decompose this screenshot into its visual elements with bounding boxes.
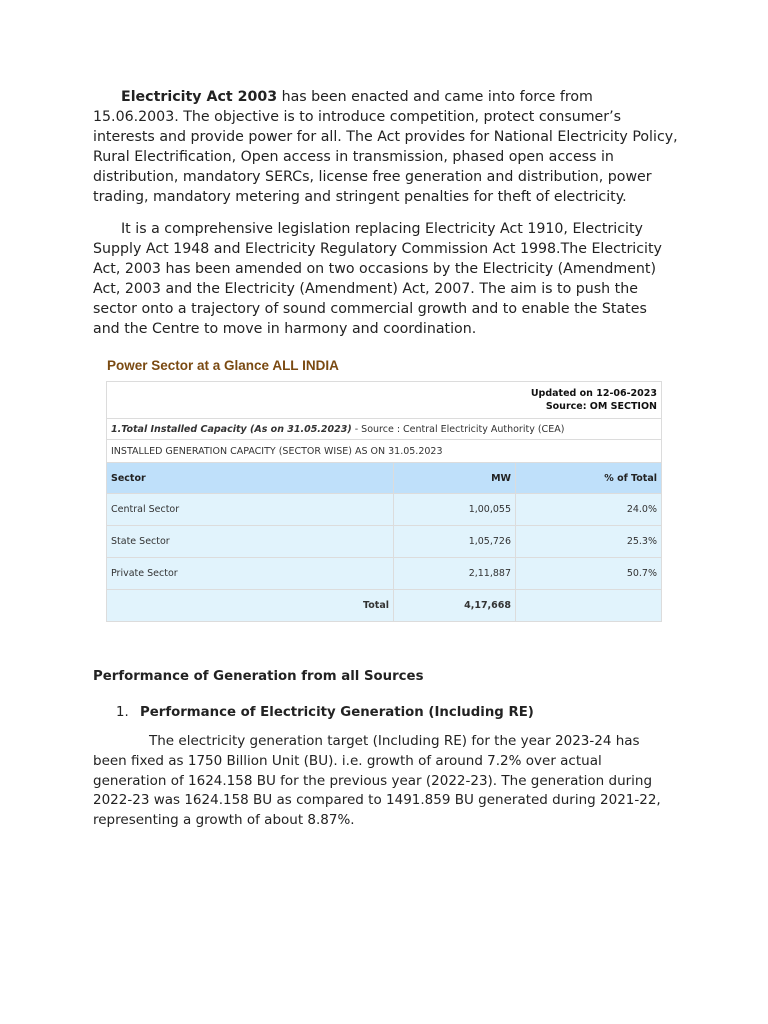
paragraph-text: The electricity generation target (Including RE) for the year 2023-24 has been fixed as 1750 Billion Unit (BU). i.e. growth of around 7.2% over actual generation of 1624.158 BU for the previous year (2022-23). The generation during 2022-23 was 1624.158 BU as compared to 1491.859 BU generated during 2021-22, representing a growth of about 8.87%. xyxy=(93,733,661,829)
total-label: Total xyxy=(107,590,394,622)
total-pct-empty xyxy=(516,590,662,622)
table-row xyxy=(107,526,662,558)
mw-cell: 2,11,887 xyxy=(394,558,516,590)
source: Source: OM SECTION xyxy=(545,401,657,412)
pct-cell: 50.7% xyxy=(516,558,662,590)
act-name: Electricity Act 2003 xyxy=(121,89,278,105)
table-row xyxy=(107,494,662,526)
list-item xyxy=(116,705,534,720)
section-heading: Performance of Generation from all Sources xyxy=(93,669,424,684)
paragraph-electricity-act xyxy=(93,88,678,207)
list-item-text: Performance of Electricity Generation (Including RE) xyxy=(140,705,534,720)
table-header xyxy=(107,463,662,494)
total-mw: 4,17,668 xyxy=(394,590,516,622)
pct-cell: 24.0% xyxy=(516,494,662,526)
caption-bold: 1.Total Installed Capacity (As on 31.05.2023) xyxy=(111,423,352,435)
caption-source: - Source : Central Electricity Authority (CEA) xyxy=(351,423,565,435)
sector-cell: State Sector xyxy=(107,526,394,558)
update-info xyxy=(107,382,662,419)
paragraph-legislation xyxy=(93,220,678,339)
pct-cell: 25.3% xyxy=(516,526,662,558)
header-mw: MW xyxy=(394,463,516,494)
table-subtitle: INSTALLED GENERATION CAPACITY (SECTOR WISE) AS ON 31.05.2023 xyxy=(107,440,662,463)
table-caption xyxy=(107,419,662,440)
sector-cell: Private Sector xyxy=(107,558,394,590)
table-row xyxy=(107,558,662,590)
paragraph-text: has been enacted and came into force from 15.06.2003. The objective is to introduce competition, protect consumer’s interests and provide power for all. The Act provides for National Electricity Policy, Rural Electrification, Open access in transmission, phased open access in distribution, mandatory SERCs, license free generation and distribution, power trading, mandatory metering and stringent penalties for theft of electricity. xyxy=(93,89,678,205)
mw-cell: 1,00,055 xyxy=(394,494,516,526)
sector-cell: Central Sector xyxy=(107,494,394,526)
header-sector: Sector xyxy=(107,463,394,494)
paragraph-generation xyxy=(93,732,663,831)
updated-date: Updated on 12-06-2023 xyxy=(530,388,657,399)
list-number: 1. xyxy=(116,705,129,720)
power-sector-table xyxy=(106,381,662,622)
table-title: Power Sector at a Glance ALL INDIA xyxy=(107,358,339,373)
mw-cell: 1,05,726 xyxy=(394,526,516,558)
total-row xyxy=(107,590,662,622)
header-pct: % of Total xyxy=(516,463,662,494)
paragraph-text: It is a comprehensive legislation replacing Electricity Act 1910, Electricity Supply Act 1948 and Electricity Regulatory Commission Act 1998.The Electricity Act, 2003 has been amended on two occasions by the Electricity (Amendment) Act, 2003 and the Electricity (Amendment) Act, 2007. The aim is to push the sector onto a trajectory of sound commercial growth and to enable the States and the Centre to move in harmony and coordination. xyxy=(93,221,662,337)
